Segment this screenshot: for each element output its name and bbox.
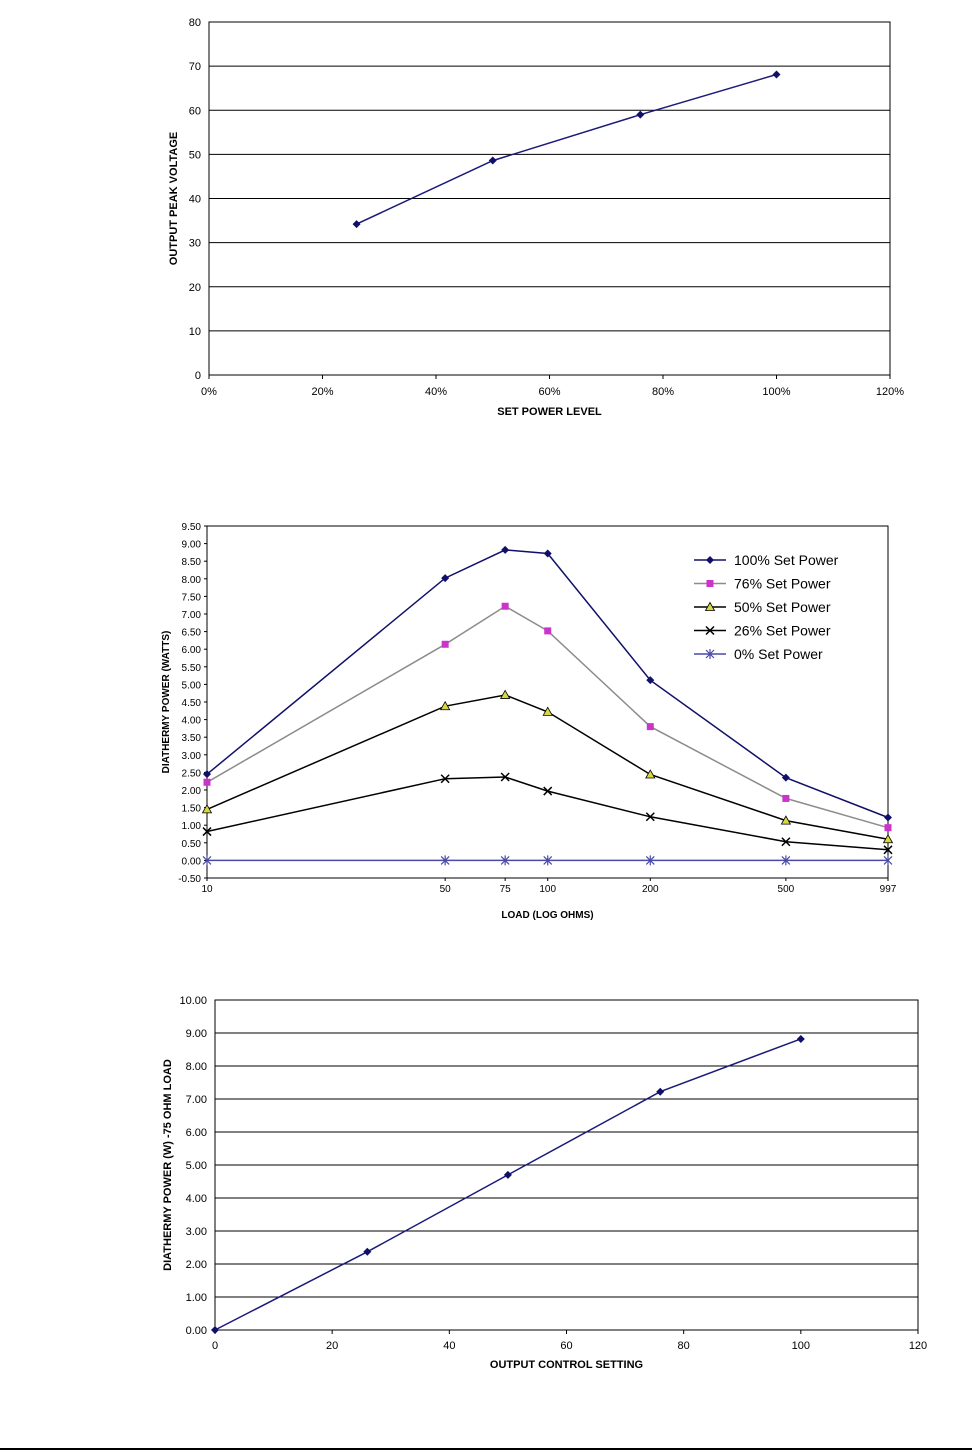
series-line: [207, 777, 888, 850]
y-tick-label: 2.00: [181, 786, 201, 797]
data-point: [646, 770, 655, 778]
x-tick-label: 120%: [875, 386, 905, 398]
y-tick-label: -0.50: [178, 874, 201, 885]
x-tick-label: 80%: [651, 386, 675, 398]
chart-diathermy-power-vs-load: [0, 500, 972, 970]
x-axis-title: SET POWER LEVEL: [497, 406, 602, 418]
x-tick-label: 200: [641, 884, 659, 895]
x-tick-label: 100: [791, 1340, 811, 1352]
y-tick-label: 0.50: [181, 838, 201, 850]
data-point: [773, 71, 781, 79]
data-point: [656, 1088, 664, 1096]
x-tick-label: 0: [211, 1340, 219, 1352]
y-axis-title: DIATHERMY POWER (W) -75 OHM LOAD: [162, 1059, 174, 1271]
data-point: [636, 111, 644, 119]
data-point: [502, 603, 509, 610]
y-tick-label: 7.00: [185, 1094, 207, 1106]
y-axis-title: OUTPUT PEAK VOLTAGE: [168, 131, 180, 266]
y-tick-label: 1.00: [185, 1292, 207, 1304]
x-tick-label: 40: [443, 1340, 456, 1352]
x-tick-label: 100: [539, 884, 557, 895]
y-tick-label: 4.50: [181, 698, 201, 709]
series-line: [357, 75, 777, 225]
y-tick-label: 40: [188, 193, 201, 206]
series-line: [207, 606, 888, 827]
data-point: [504, 1171, 512, 1179]
y-tick-label: 1.50: [181, 803, 201, 815]
y-axis-title: DIATHERMY POWER (WATTS): [161, 630, 172, 774]
data-point: [363, 1248, 371, 1256]
y-tick-label: 6.00: [185, 1127, 207, 1139]
y-tick-label: 8.00: [185, 1061, 207, 1073]
x-axis-title: OUTPUT CONTROL SETTING: [489, 1359, 644, 1371]
data-point: [442, 641, 449, 648]
y-tick-label: 4.00: [181, 715, 201, 727]
y-tick-label: 5.50: [181, 662, 201, 674]
y-tick-label: 0.00: [185, 1325, 207, 1337]
page-bottom-rule: [0, 1448, 972, 1450]
x-tick-label: 0%: [201, 386, 217, 398]
legend-label: 0% Set Power: [734, 646, 823, 662]
y-tick-label: 9.00: [181, 539, 201, 551]
legend-marker: [706, 556, 714, 564]
y-tick-label: 7.50: [181, 592, 201, 604]
x-tick-label: 60%: [538, 386, 561, 398]
x-tick-label: 60: [560, 1340, 573, 1352]
x-tick-label: 10: [201, 884, 213, 895]
x-tick-label: 75: [499, 884, 511, 895]
y-tick-label: 4.00: [185, 1193, 207, 1205]
legend-label: 50% Set Power: [734, 599, 831, 615]
y-tick-label: 9.50: [181, 522, 201, 533]
data-point: [885, 824, 892, 831]
x-tick-label: 50: [439, 884, 451, 895]
y-tick-label: 60: [188, 105, 201, 118]
x-tick-label: 120: [908, 1340, 928, 1352]
x-tick-label: 80: [677, 1340, 690, 1352]
y-tick-label: 50: [188, 149, 201, 162]
x-tick-label: 20%: [311, 386, 334, 398]
data-point: [353, 220, 361, 228]
y-tick-label: 2.00: [185, 1259, 207, 1271]
data-point: [501, 546, 509, 554]
y-tick-label: 0.00: [181, 856, 201, 868]
data-point: [204, 779, 211, 786]
x-tick-label: 40%: [424, 386, 448, 398]
y-tick-label: 3.00: [181, 750, 201, 762]
y-tick-label: 8.50: [181, 557, 201, 569]
data-point: [501, 690, 510, 698]
y-tick-label: 7.00: [181, 610, 201, 621]
data-point: [782, 795, 789, 802]
data-point: [489, 157, 497, 165]
data-point: [203, 805, 212, 813]
y-tick-label: 6.00: [181, 645, 201, 657]
y-tick-label: 80: [188, 17, 201, 29]
data-point: [544, 627, 551, 634]
y-tick-label: 8.00: [181, 574, 201, 586]
y-tick-label: 2.50: [181, 768, 201, 780]
legend-label: 76% Set Power: [734, 575, 831, 592]
legend-marker: [707, 580, 714, 587]
y-tick-label: 5.00: [185, 1160, 207, 1172]
y-tick-label: 1.00: [181, 821, 201, 833]
data-point: [211, 1326, 219, 1334]
y-tick-label: 6.50: [181, 627, 201, 639]
y-tick-label: 3.50: [181, 733, 201, 745]
data-point: [797, 1035, 805, 1043]
x-tick-label: 20: [326, 1340, 339, 1352]
y-tick-label: 10.00: [179, 995, 207, 1007]
y-tick-label: 0: [194, 370, 201, 382]
x-axis-title: LOAD (LOG OHMS): [501, 910, 594, 921]
y-tick-label: 5.00: [181, 680, 201, 692]
y-tick-label: 10: [188, 325, 201, 338]
y-tick-label: 30: [188, 237, 201, 250]
y-tick-label: 20: [188, 281, 201, 294]
x-tick-label: 100%: [762, 386, 791, 398]
chart-output-peak-voltage: [0, 0, 972, 440]
chart-diathermy-power-vs-control: [0, 980, 972, 1400]
legend-label: 100% Set Power: [734, 552, 839, 568]
series-line: [215, 1039, 801, 1330]
y-tick-label: 70: [188, 61, 201, 74]
data-point: [884, 813, 892, 821]
data-point: [647, 723, 654, 730]
x-tick-label: 500: [777, 884, 795, 895]
legend-label: 26% Set Power: [734, 622, 831, 639]
y-tick-label: 9.00: [185, 1028, 207, 1040]
x-tick-label: 997: [879, 884, 897, 895]
y-tick-label: 3.00: [185, 1226, 207, 1238]
